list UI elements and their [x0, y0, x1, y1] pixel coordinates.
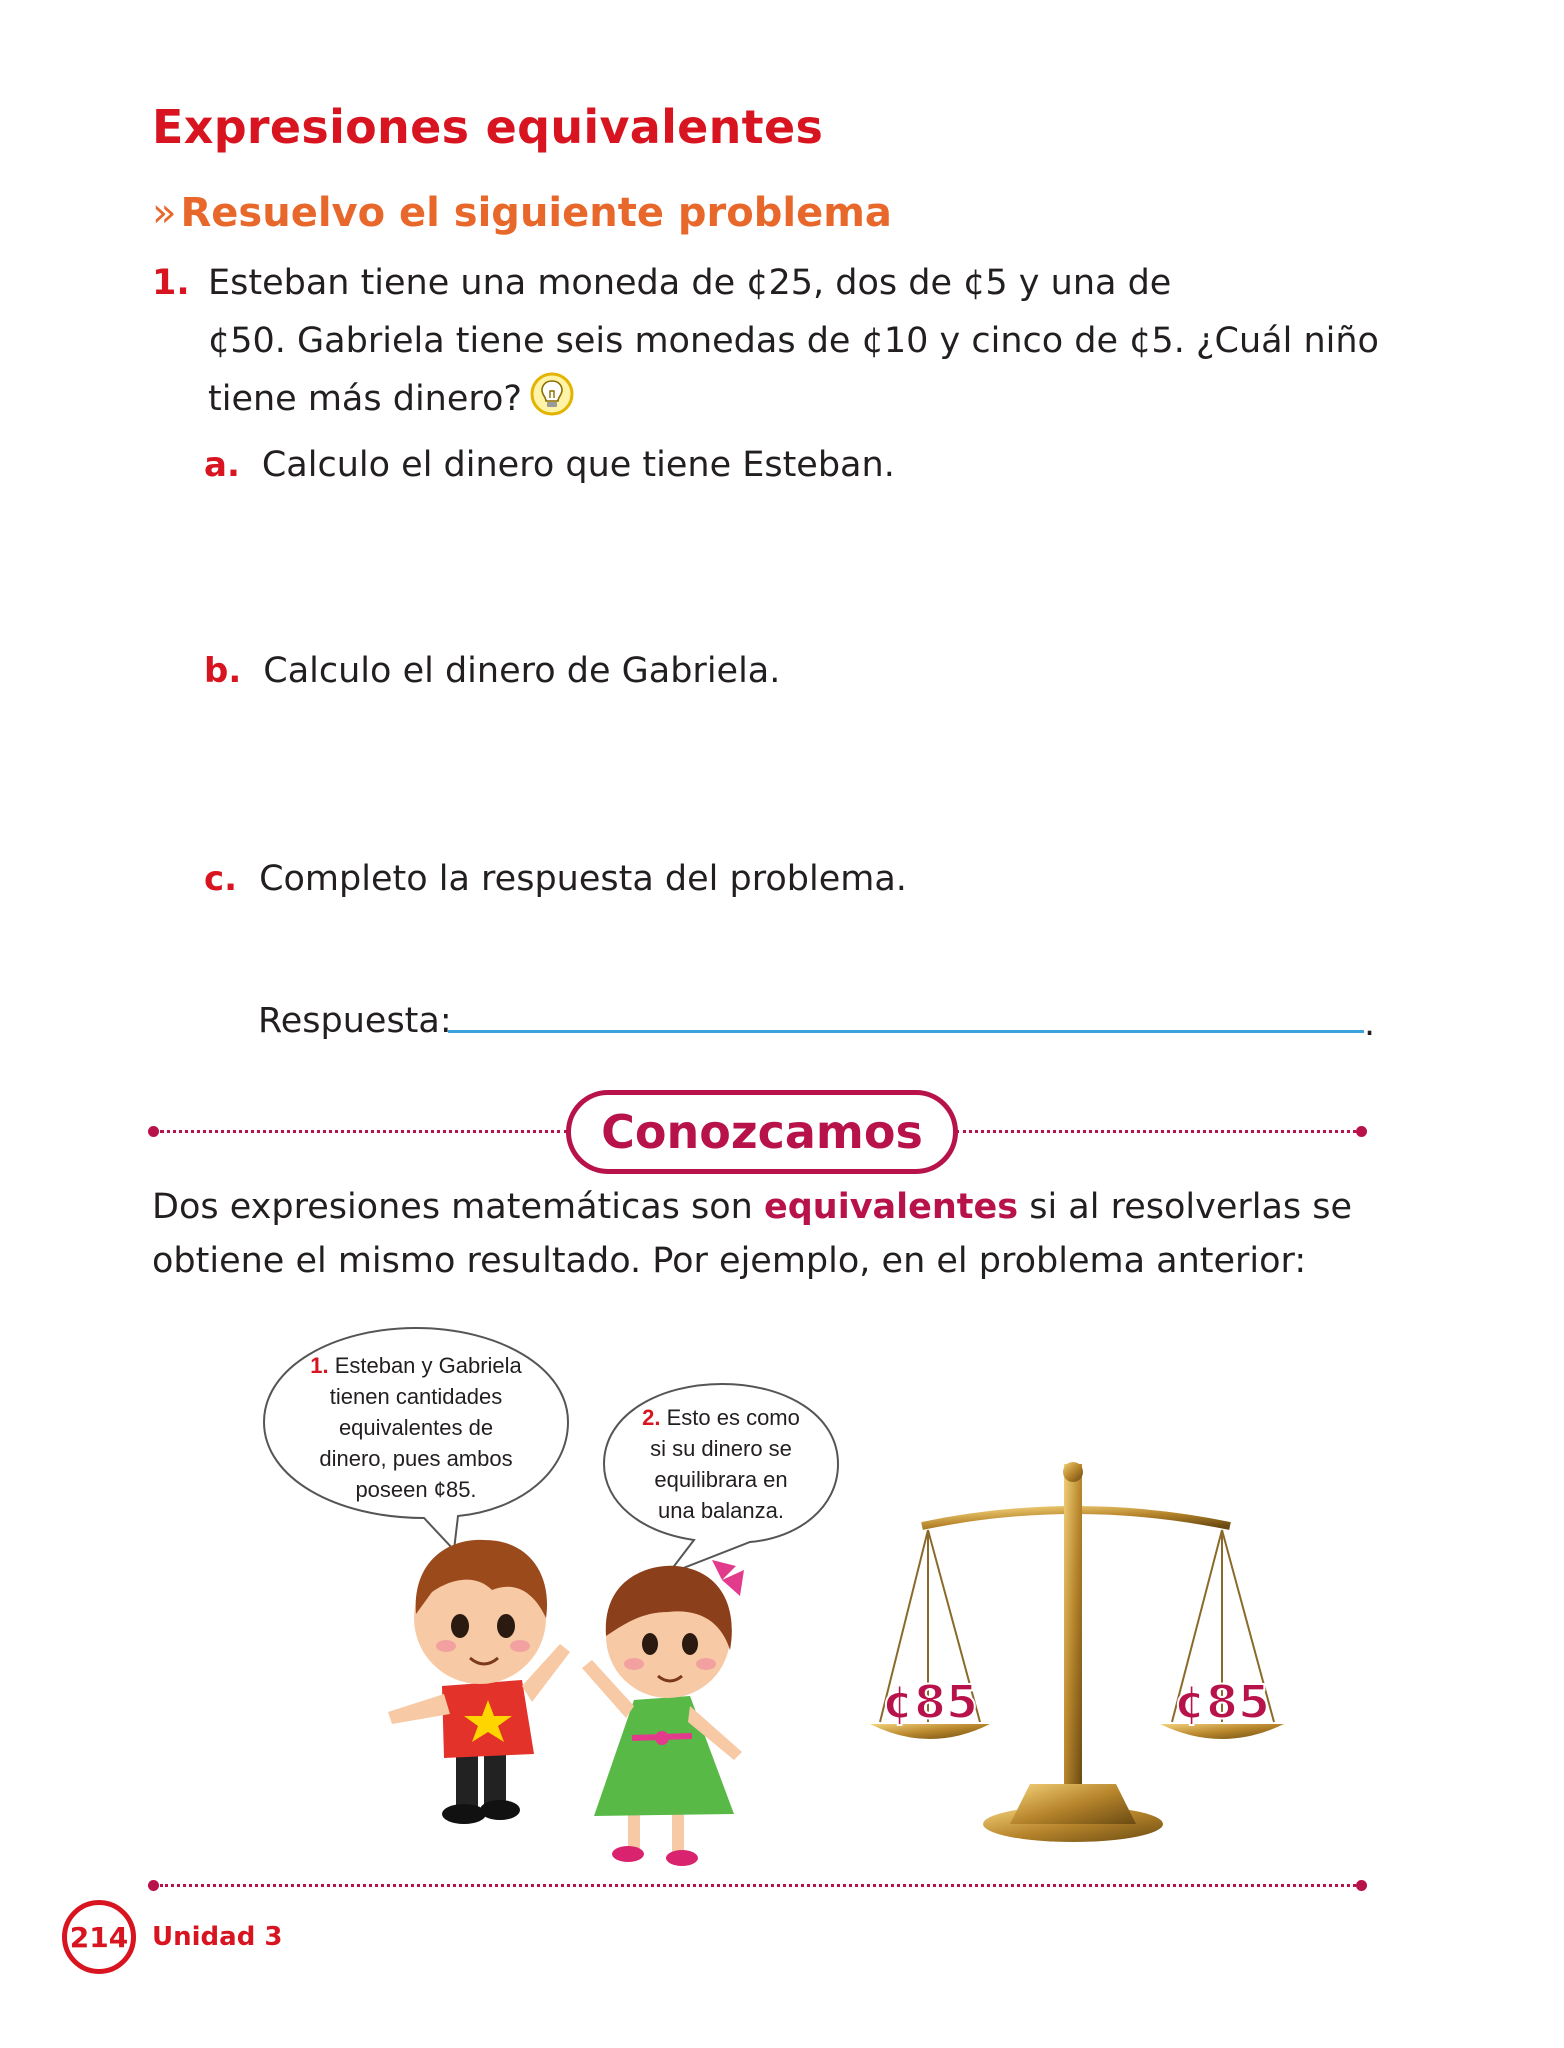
lightbulb-icon — [530, 372, 574, 416]
answer-period: . — [1364, 1004, 1376, 1044]
definition-keyword: equivalentes — [763, 1187, 1019, 1227]
definition-text — [152, 1180, 1412, 1288]
sub-item-letter: b. — [204, 651, 242, 691]
page-title: Expresiones equivalentes — [152, 100, 824, 154]
bubble-line: poseen ¢85. — [355, 1477, 477, 1502]
sub-item-text: Calculo el dinero de Gabriela. — [263, 651, 781, 691]
bubble-number: 2. — [642, 1405, 661, 1430]
bubble-number: 1. — [310, 1353, 329, 1378]
bubble-line: tienen cantidades — [329, 1384, 503, 1409]
section-subtitle — [152, 190, 892, 236]
conozcamos-heading: Conozcamos — [566, 1090, 958, 1174]
scale-right-amount: ¢85 — [1173, 1675, 1271, 1729]
sub-item-text: Calculo el dinero que tiene Esteban. — [261, 445, 895, 485]
divider-dot-right — [1356, 1126, 1367, 1137]
divider-line-right — [956, 1130, 1356, 1133]
balance-scale-illustration — [860, 1454, 1290, 1854]
answer-line[interactable] — [448, 1030, 1364, 1033]
divider-line-left — [160, 1130, 568, 1133]
bubble-line — [282, 1350, 550, 1381]
bubble-line-text: Esteban y Gabriela — [334, 1353, 522, 1378]
scale-left-amount: ¢85 — [881, 1675, 979, 1729]
sub-item-c — [204, 850, 907, 908]
bottom-divider-dot-right — [1356, 1880, 1367, 1891]
divider-dot-left — [148, 1126, 159, 1137]
chevron-icon: » — [152, 190, 177, 236]
bottom-divider-line — [160, 1884, 1356, 1887]
bubble-line: si su dinero se — [650, 1436, 792, 1461]
page-number-badge: 214 — [62, 1900, 136, 1974]
subtitle-text: Resuelvo el siguiente problema — [180, 190, 892, 236]
sub-item-b — [204, 642, 780, 700]
speech-bubble-2 — [614, 1402, 828, 1526]
bubble-line: dinero, pues ambos — [319, 1446, 513, 1471]
problem-line-1: Esteban tiene una moneda de ¢25, dos de ¢5 y una de — [208, 263, 1172, 303]
sub-item-a — [204, 436, 895, 494]
bubble-line: una balanza. — [658, 1498, 784, 1523]
problem-statement — [152, 254, 1382, 428]
bubble-line: equilibrara en — [654, 1467, 788, 1492]
boy-illustration — [372, 1518, 582, 1838]
problem-line-3 — [208, 370, 1382, 428]
problem-question: tiene más dinero? — [208, 379, 522, 419]
sub-item-text: Completo la respuesta del problema. — [259, 859, 907, 899]
sub-item-letter: a. — [204, 445, 240, 485]
definition-end: si al resolverlas se obtiene el mismo resultado. Por ejemplo, en el problema anterior: — [152, 1187, 1353, 1281]
unit-label: Unidad 3 — [152, 1922, 283, 1952]
answer-label: Respuesta: — [258, 1001, 452, 1041]
bubble-line — [614, 1402, 828, 1433]
bubble-line-text: Esto es como — [666, 1405, 800, 1430]
bottom-divider-dot-left — [148, 1880, 159, 1891]
problem-line-2: ¢50. Gabriela tiene seis monedas de ¢10 y cinco de ¢5. ¿Cuál niño — [208, 321, 1379, 361]
bubble-line: equivalentes de — [338, 1415, 494, 1440]
definition-start: Dos expresiones matemáticas son — [152, 1187, 764, 1227]
girl-illustration — [572, 1540, 772, 1880]
sub-item-letter: c. — [204, 859, 238, 899]
speech-bubble-1 — [282, 1350, 550, 1505]
problem-number: 1. — [152, 263, 190, 303]
